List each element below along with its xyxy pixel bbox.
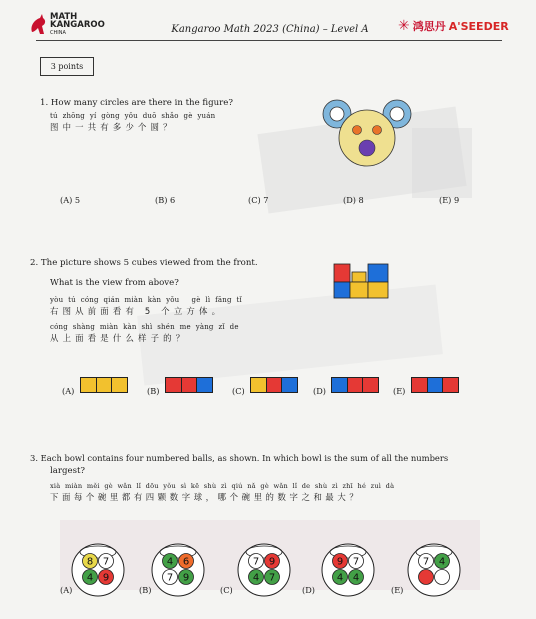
points-box: 3 points: [40, 57, 94, 76]
bleed-through-shape: [412, 128, 472, 198]
strip-cell: [412, 378, 428, 392]
ball-number: 7: [352, 556, 360, 568]
q2-strip-c[interactable]: [250, 377, 298, 393]
q3-text: 3. Each bowl contains four numbered balls, as shown. In which bowl is the sum of all the numbers: [30, 453, 449, 463]
q3-text-2: largest?: [50, 466, 86, 476]
ball-number: 9: [336, 556, 344, 568]
circle: [359, 140, 375, 156]
q1-hanzi: 图中一共有多少个圆？: [50, 122, 176, 132]
circle: [339, 110, 395, 166]
bowl[interactable]: [408, 544, 460, 596]
logo-cn: 鸿思丹: [412, 20, 446, 33]
ball-number: 8: [86, 556, 94, 568]
ball-number: 4: [252, 572, 260, 584]
cube: [352, 272, 366, 282]
strip-cell: [443, 378, 458, 392]
strip-cell: [166, 378, 182, 392]
ball-number: 7: [252, 556, 260, 568]
bowl[interactable]: [322, 544, 374, 596]
header-rule: [36, 40, 502, 41]
strip-cell: [81, 378, 97, 392]
numbered-ball: [419, 570, 434, 585]
q2-option-b[interactable]: (B): [147, 386, 160, 396]
numbered-ball: [435, 570, 450, 585]
circle: [373, 126, 382, 135]
q3-option-a[interactable]: (A): [60, 585, 73, 595]
cube: [334, 282, 350, 298]
strip-cell: [182, 378, 198, 392]
ball-number: 4: [336, 572, 344, 584]
strip-cell: [267, 378, 283, 392]
ball-number: 4: [438, 556, 446, 568]
ball-number: 7: [268, 572, 276, 584]
logo-en: A'SEEDER: [448, 19, 509, 33]
q2-strip-e[interactable]: [411, 377, 459, 393]
cube: [350, 282, 368, 298]
q1-option-b[interactable]: (B) 6: [155, 195, 176, 205]
q2-hanzi-2: 从上面看是什么样子的？: [50, 333, 189, 343]
circle: [330, 107, 344, 121]
strip-cell: [428, 378, 444, 392]
q2-pinyin-2: cóng shàng miàn kàn shì shén me yàng zǐ de: [50, 323, 239, 331]
kangaroo-icon: [28, 12, 48, 36]
q1-option-c[interactable]: (C) 7: [248, 195, 269, 205]
q2-text: 2. The picture shows 5 cubes viewed from the front.: [30, 258, 258, 268]
bowls-figure: [0, 520, 536, 619]
q2-option-a[interactable]: (A): [62, 386, 75, 396]
logo-line-3: CHINA: [50, 30, 66, 36]
cube: [334, 264, 350, 282]
bowl[interactable]: [238, 544, 290, 596]
q2-strip-d[interactable]: [331, 377, 379, 393]
q3-option-d[interactable]: (D): [302, 585, 315, 595]
bowl[interactable]: [152, 544, 204, 596]
q2-strip-b[interactable]: [165, 377, 213, 393]
cubes-figure: [332, 262, 392, 302]
q2-option-d[interactable]: (D): [313, 386, 326, 396]
q2-pinyin-1: yòu tú cóng qián miàn kàn yǒu gè lì fāng tǐ: [50, 296, 242, 304]
strip-cell: [197, 378, 212, 392]
q2-strip-a[interactable]: [80, 377, 128, 393]
strip-cell: [348, 378, 364, 392]
ball-number: 6: [182, 556, 190, 568]
ball-number: 4: [86, 572, 94, 584]
ball-number: 9: [102, 572, 110, 584]
q3-option-c[interactable]: (C): [220, 585, 233, 595]
bowl[interactable]: [72, 544, 124, 596]
q3-option-b[interactable]: (B): [139, 585, 152, 595]
q1-option-e[interactable]: (E) 9: [439, 195, 460, 205]
q3-pinyin: xià miàn měi gè wǎn lǐ dōu yǒu sì kē shù zì qiú nǎ gè wǎn lǐ de shù zì zhī hé zuì dà: [50, 482, 395, 490]
circle: [390, 107, 404, 121]
strip-cell: [282, 378, 297, 392]
q1-text: 1. How many circles are there in the figure?: [40, 98, 233, 108]
ball-number: 9: [268, 556, 276, 568]
strip-cell: [97, 378, 113, 392]
q1-option-d[interactable]: (D) 8: [343, 195, 364, 205]
q2-option-e[interactable]: (E): [393, 386, 406, 396]
ball-number: 4: [352, 572, 360, 584]
strip-cell: [332, 378, 348, 392]
ball-number: 9: [182, 572, 190, 584]
ball-number: 4: [166, 556, 174, 568]
q1-pinyin: tú zhōng yí gòng yǒu duō shǎo gè yuán: [50, 112, 216, 120]
q1-option-a[interactable]: (A) 5: [60, 195, 81, 205]
math-kangaroo-logo: [28, 12, 118, 38]
strip-cell: [112, 378, 127, 392]
strip-cell: [363, 378, 378, 392]
logo-line-1: MATH: [50, 12, 78, 22]
aseeder-logo: [398, 18, 509, 34]
ball-number: 7: [422, 556, 430, 568]
ball-number: 7: [166, 572, 174, 584]
strip-cell: [251, 378, 267, 392]
header-title: Kangaroo Math 2023 (China) – Level A: [171, 24, 369, 35]
q3-hanzi: 下面每个碗里都有四颗数字球，哪个碗里的数字之和最大？: [50, 492, 362, 502]
star-icon: ✳: [398, 18, 410, 34]
logo-line-2: KANGAROO: [50, 20, 105, 30]
q2-option-c[interactable]: (C): [232, 386, 245, 396]
cube: [368, 264, 388, 282]
cube: [368, 282, 388, 298]
q2-hanzi-1: 右图从前面看有 5 个立方体。: [50, 306, 225, 316]
circles-figure: [322, 96, 412, 176]
circle: [353, 126, 362, 135]
q3-option-e[interactable]: (E): [391, 585, 404, 595]
q2-text-2: What is the view from above?: [50, 278, 179, 288]
ball-number: 7: [102, 556, 110, 568]
